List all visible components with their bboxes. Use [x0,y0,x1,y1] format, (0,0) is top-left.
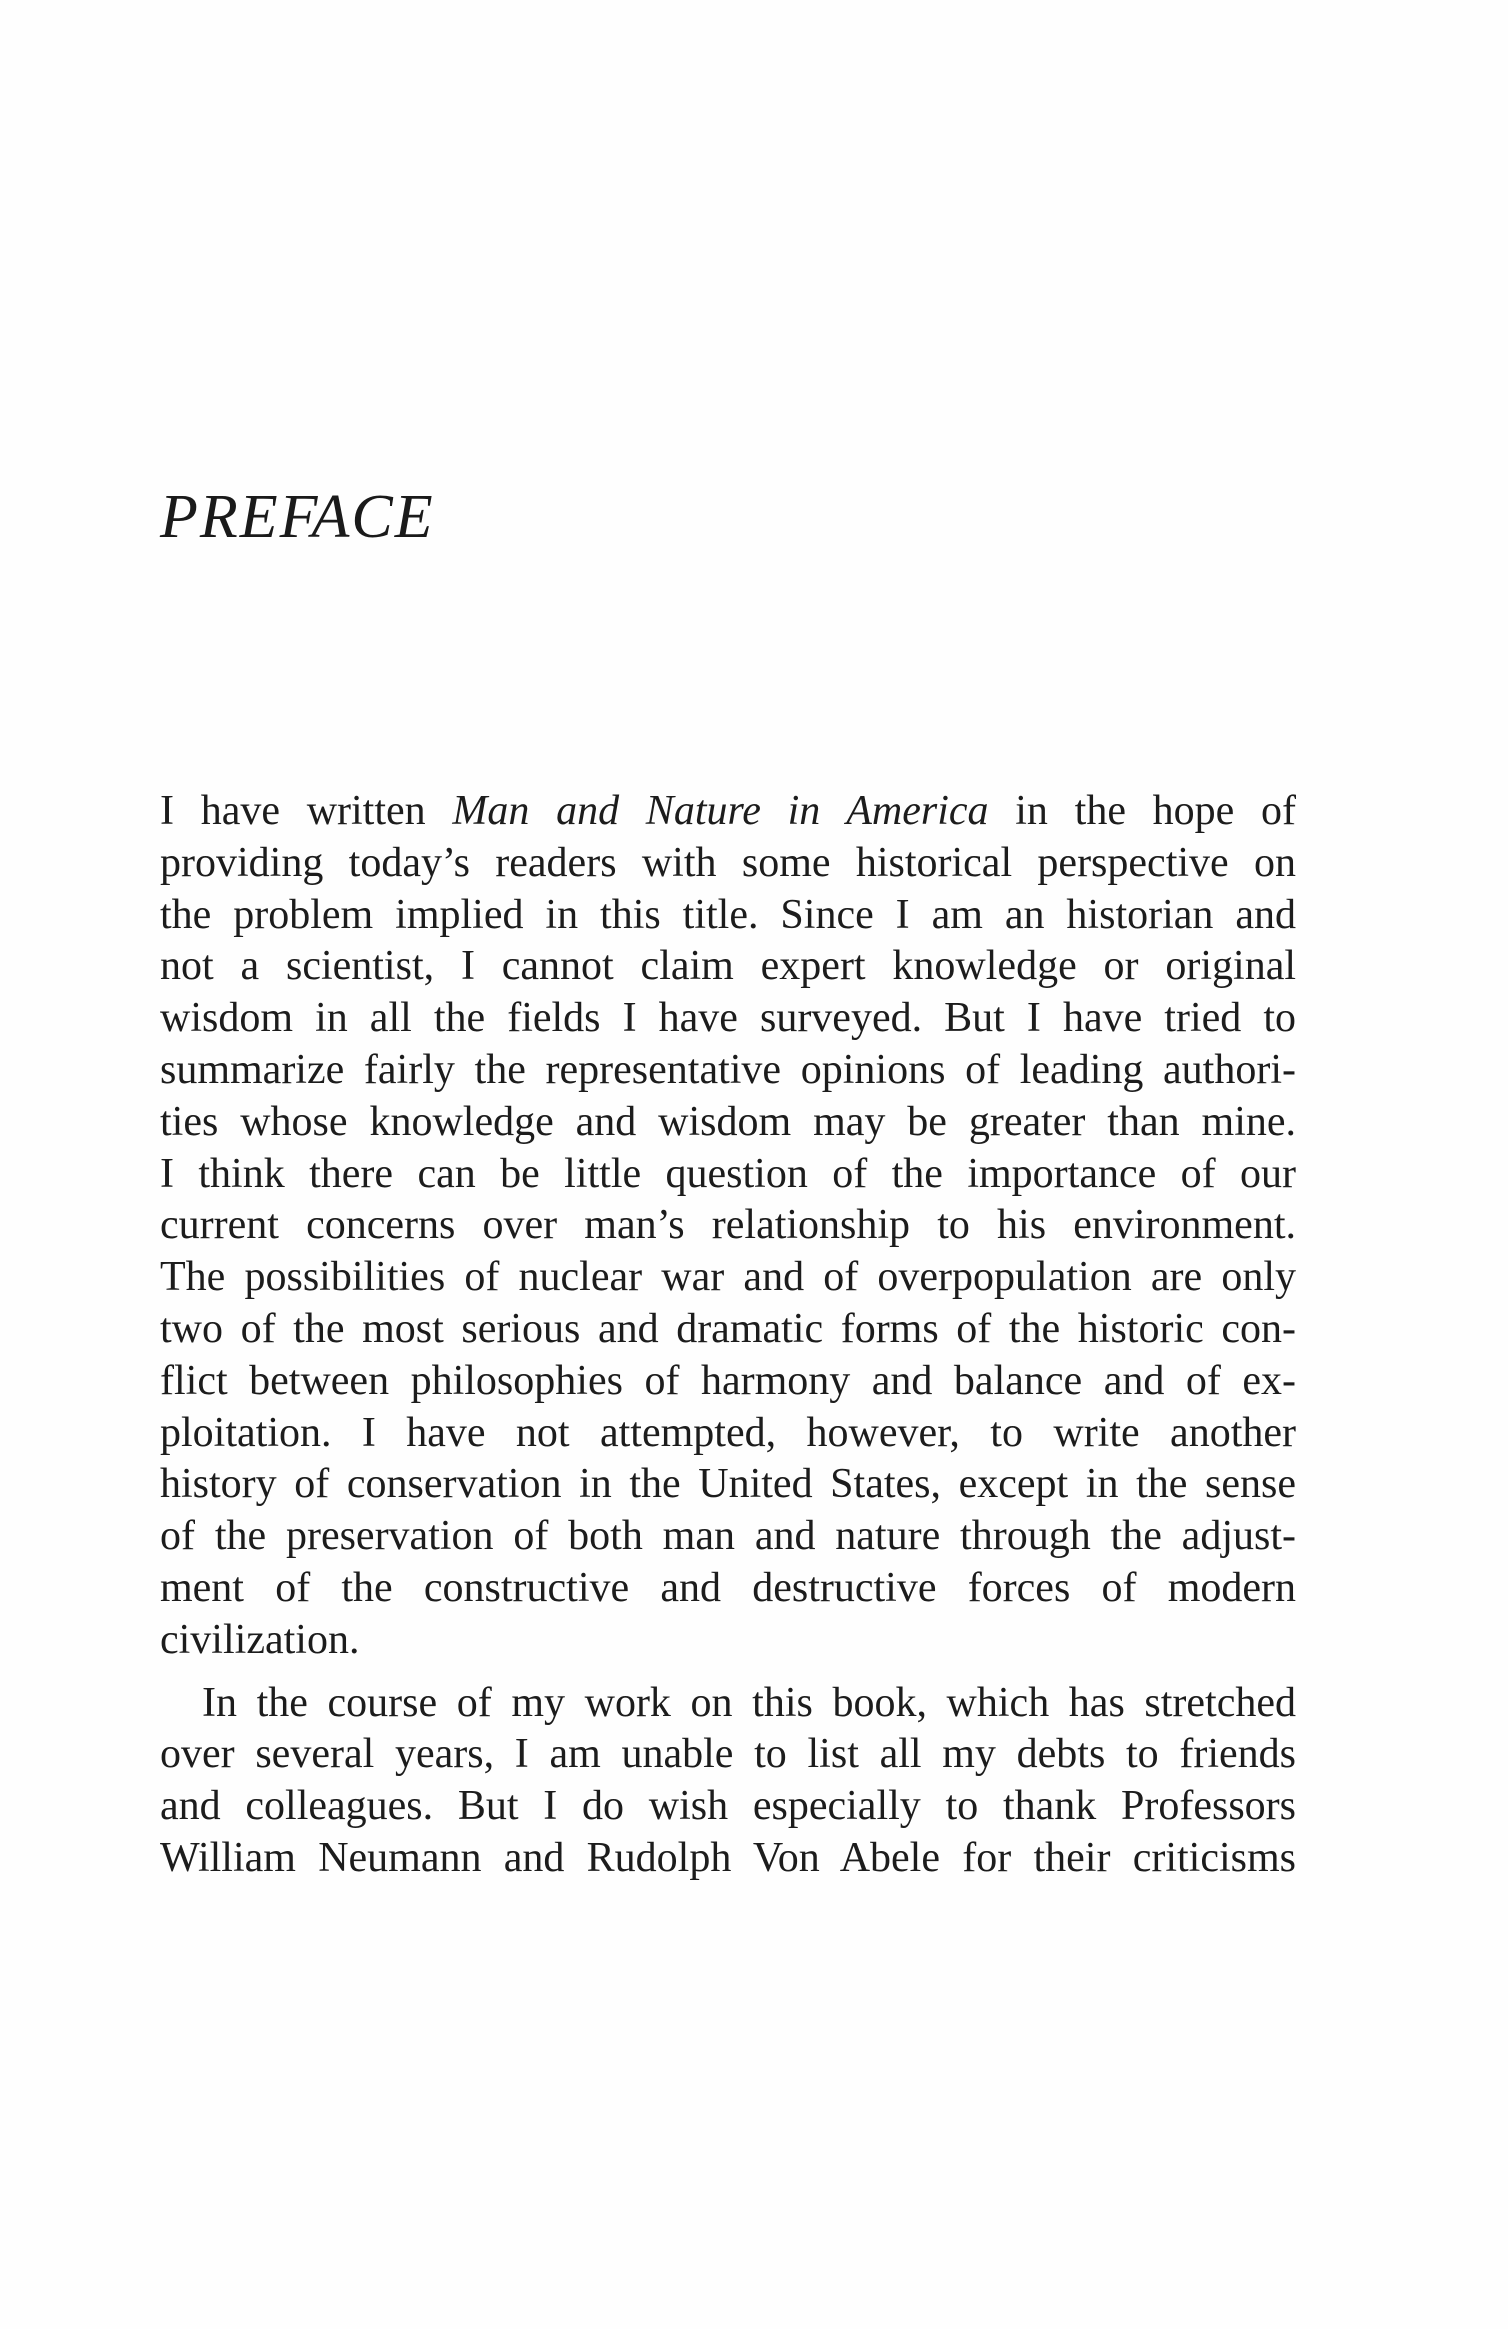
text-line [160,786,1296,838]
text-line: The possibilities of nuclear war and of overpopulation are only [160,1254,1296,1301]
book-title: Man and Nature in America [452,788,989,834]
text-line: summarize fairly the representative opinions of leading authori- [160,1046,1296,1093]
text-line: of the preservation of both man and nature through the adjust- [160,1513,1296,1560]
text-line: history of conservation in the United States, except in the sense [160,1461,1296,1508]
line-lead: I have written [160,788,426,834]
text-line: ment of the constructive and destructive forces of modern [160,1564,1296,1611]
text-line: current concerns over man’s relationship to his environment. [160,1202,1296,1249]
text-line: In the course of my work on this book, which has stretched [202,1679,1296,1726]
paragraph-gap [160,1667,1296,1678]
text-line: over several years, I am unable to list all my debts to friends [160,1731,1296,1778]
line-rest: in the hope of [1015,788,1297,834]
paragraph-1 [160,786,1296,1667]
text-line: not a scientist, I cannot claim expert knowledge or original [160,943,1296,990]
text-line: I think there can be little question of the importance of our [160,1150,1296,1197]
text-line: civilization. [160,1616,360,1663]
text-line: the problem implied in this title. Since I am an historian and [160,891,1296,938]
paragraph-2 [160,1678,1296,1885]
preface-body [160,786,1296,1885]
text-line: two of the most serious and dramatic forms of the historic con- [160,1305,1296,1352]
text-line: ploitation. I have not attempted, however, to write another [160,1409,1296,1456]
text-line: William Neumann and Rudolph Von Abele for their criticisms [160,1834,1296,1881]
text-line: ties whose knowledge and wisdom may be greater than mine. [160,1098,1296,1145]
text-line: flict between philosophies of harmony and balance and of ex- [160,1357,1296,1404]
page-title: PREFACE [160,483,435,551]
text-line: wisdom in all the fields I have surveyed. But I have tried to [160,995,1296,1042]
text-line: providing today’s readers with some historical perspective on [160,839,1296,886]
text-line: and colleagues. But I do wish especially to thank Professors [160,1783,1296,1830]
